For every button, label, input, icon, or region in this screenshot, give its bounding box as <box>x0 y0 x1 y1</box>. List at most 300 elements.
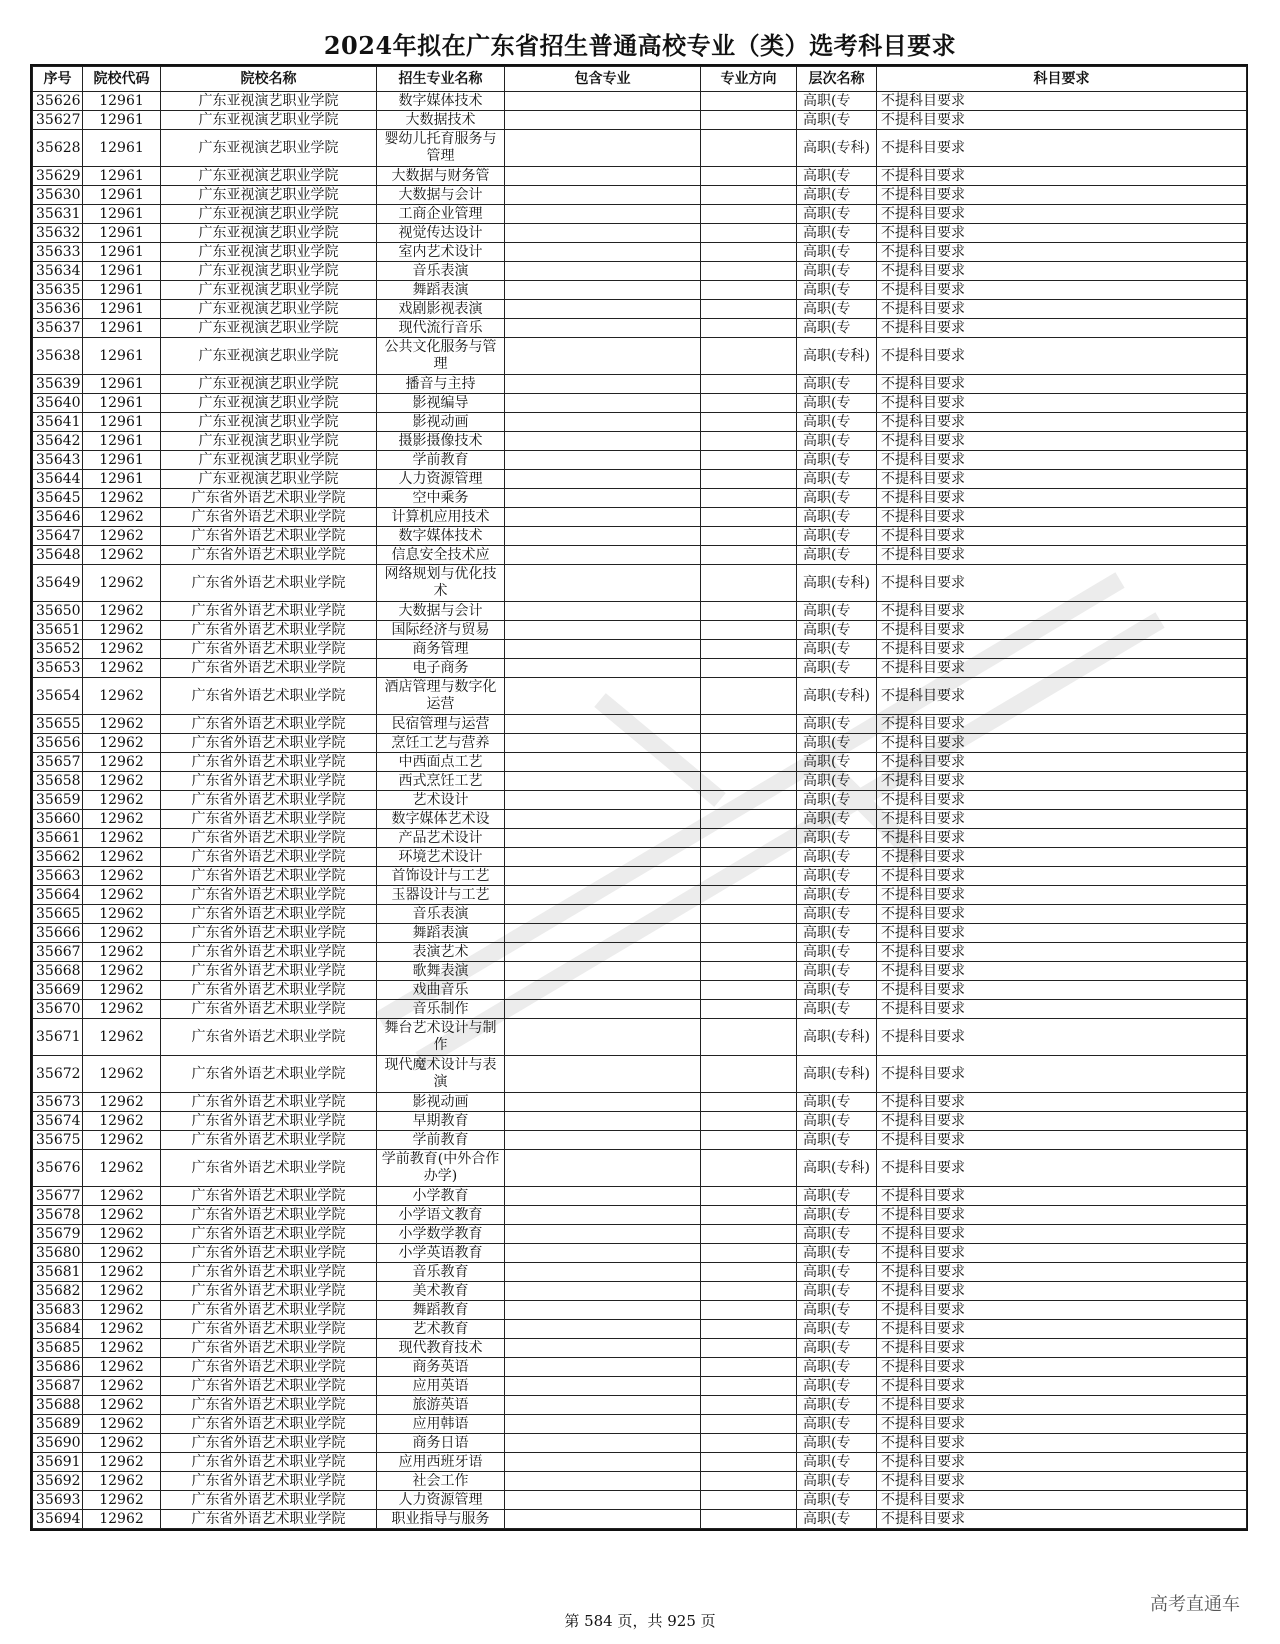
cell-school-name: 广东省外语艺术职业学院 <box>161 1453 377 1472</box>
cell-major-name: 公共文化服务与管理 <box>377 338 505 375</box>
table-row <box>33 1472 1247 1491</box>
cell-subject-requirement: 不提科目要求 <box>877 962 1247 981</box>
cell-no: 35667 <box>33 943 83 962</box>
cell-level: 高职(专 <box>797 1453 877 1472</box>
cell-school-name: 广东省外语艺术职业学院 <box>161 1263 377 1282</box>
cell-included-majors <box>505 1358 701 1377</box>
cell-major-name: 大数据与会计 <box>377 186 505 205</box>
cell-major-direction <box>701 300 797 319</box>
cell-school-name: 广东省外语艺术职业学院 <box>161 1434 377 1453</box>
cell-school-name: 广东省外语艺术职业学院 <box>161 1396 377 1415</box>
cell-school-code: 12962 <box>83 886 161 905</box>
cell-major-name: 应用韩语 <box>377 1415 505 1434</box>
cell-subject-requirement: 不提科目要求 <box>877 319 1247 338</box>
cell-major-direction <box>701 1225 797 1244</box>
cell-major-name: 信息安全技术应 <box>377 546 505 565</box>
cell-school-code: 12961 <box>83 338 161 375</box>
table-row <box>33 1019 1247 1056</box>
cell-subject-requirement: 不提科目要求 <box>877 1510 1247 1529</box>
cell-major-direction <box>701 734 797 753</box>
cell-major-name: 摄影摄像技术 <box>377 432 505 451</box>
cell-school-code: 12962 <box>83 1491 161 1510</box>
cell-school-code: 12962 <box>83 1453 161 1472</box>
cell-major-name: 音乐教育 <box>377 1263 505 1282</box>
cell-no: 35655 <box>33 715 83 734</box>
cell-subject-requirement: 不提科目要求 <box>877 130 1247 167</box>
table-row <box>33 262 1247 281</box>
cell-level: 高职(专 <box>797 319 877 338</box>
cell-level: 高职(专 <box>797 1244 877 1263</box>
cell-major-name: 戏曲音乐 <box>377 981 505 1000</box>
cell-school-name: 广东省外语艺术职业学院 <box>161 546 377 565</box>
table-row <box>33 300 1247 319</box>
cell-included-majors <box>505 1510 701 1529</box>
cell-major-name: 学前教育 <box>377 1131 505 1150</box>
cell-school-code: 12961 <box>83 281 161 300</box>
cell-major-name: 舞蹈教育 <box>377 1301 505 1320</box>
cell-school-code: 12961 <box>83 300 161 319</box>
cell-level: 高职(专 <box>797 772 877 791</box>
cell-included-majors <box>505 432 701 451</box>
cell-included-majors <box>505 508 701 527</box>
cell-school-name: 广东省外语艺术职业学院 <box>161 1056 377 1093</box>
cell-subject-requirement: 不提科目要求 <box>877 1415 1247 1434</box>
cell-level: 高职(专科) <box>797 130 877 167</box>
cell-no: 35672 <box>33 1056 83 1093</box>
cell-school-code: 12962 <box>83 659 161 678</box>
cell-school-name: 广东省外语艺术职业学院 <box>161 905 377 924</box>
cell-major-name: 美术教育 <box>377 1282 505 1301</box>
cell-school-code: 12962 <box>83 943 161 962</box>
cell-major-name: 商务管理 <box>377 640 505 659</box>
cell-school-name: 广东省外语艺术职业学院 <box>161 1244 377 1263</box>
cell-major-direction <box>701 338 797 375</box>
cell-included-majors <box>505 224 701 243</box>
cell-no: 35674 <box>33 1112 83 1131</box>
cell-school-name: 广东省外语艺术职业学院 <box>161 1320 377 1339</box>
cell-subject-requirement: 不提科目要求 <box>877 621 1247 640</box>
cell-no: 35673 <box>33 1093 83 1112</box>
cell-included-majors <box>505 451 701 470</box>
cell-level: 高职(专科) <box>797 1019 877 1056</box>
cell-major-direction <box>701 1000 797 1019</box>
cell-no: 35684 <box>33 1320 83 1339</box>
cell-level: 高职(专 <box>797 243 877 262</box>
cell-school-code: 12962 <box>83 1339 161 1358</box>
cell-subject-requirement: 不提科目要求 <box>877 791 1247 810</box>
cell-school-name: 广东省外语艺术职业学院 <box>161 753 377 772</box>
cell-no: 35677 <box>33 1187 83 1206</box>
cell-no: 35652 <box>33 640 83 659</box>
cell-major-name: 酒店管理与数字化运营 <box>377 678 505 715</box>
cell-major-direction <box>701 715 797 734</box>
cell-subject-requirement: 不提科目要求 <box>877 886 1247 905</box>
cell-level: 高职(专 <box>797 224 877 243</box>
cell-included-majors <box>505 1434 701 1453</box>
cell-level: 高职(专 <box>797 527 877 546</box>
cell-major-direction <box>701 943 797 962</box>
cell-level: 高职(专 <box>797 111 877 130</box>
cell-major-name: 艺术设计 <box>377 791 505 810</box>
cell-no: 35688 <box>33 1396 83 1415</box>
cell-level: 高职(专 <box>797 394 877 413</box>
cell-included-majors <box>505 1131 701 1150</box>
cell-school-code: 12962 <box>83 1150 161 1187</box>
cell-major-direction <box>701 772 797 791</box>
cell-major-direction <box>701 92 797 111</box>
cell-school-name: 广东省外语艺术职业学院 <box>161 734 377 753</box>
cell-major-direction <box>701 1472 797 1491</box>
cell-major-name: 人力资源管理 <box>377 1491 505 1510</box>
cell-no: 35651 <box>33 621 83 640</box>
cell-school-code: 12962 <box>83 546 161 565</box>
table-row <box>33 1339 1247 1358</box>
cell-school-code: 12962 <box>83 791 161 810</box>
cell-major-name: 职业指导与服务 <box>377 1510 505 1529</box>
table-row <box>33 432 1247 451</box>
cell-school-code: 12961 <box>83 205 161 224</box>
cell-school-name: 广东亚视演艺职业学院 <box>161 281 377 300</box>
cell-level: 高职(专 <box>797 753 877 772</box>
cell-included-majors <box>505 1225 701 1244</box>
cell-school-name: 广东省外语艺术职业学院 <box>161 621 377 640</box>
cell-major-direction <box>701 527 797 546</box>
cell-major-name: 商务日语 <box>377 1434 505 1453</box>
cell-no: 35648 <box>33 546 83 565</box>
cell-major-direction <box>701 565 797 602</box>
cell-major-direction <box>701 262 797 281</box>
cell-school-code: 12962 <box>83 527 161 546</box>
cell-school-code: 12961 <box>83 394 161 413</box>
table-row <box>33 678 1247 715</box>
page-number: 第 584 页，共 925 页 <box>564 1612 716 1630</box>
cell-major-name: 视觉传达设计 <box>377 224 505 243</box>
cell-no: 35681 <box>33 1263 83 1282</box>
cell-level: 高职(专科) <box>797 565 877 602</box>
cell-included-majors <box>505 167 701 186</box>
cell-school-code: 12962 <box>83 1358 161 1377</box>
cell-school-code: 12962 <box>83 905 161 924</box>
cell-school-code: 12962 <box>83 981 161 1000</box>
cell-major-name: 表演艺术 <box>377 943 505 962</box>
cell-school-code: 12962 <box>83 1000 161 1019</box>
cell-major-direction <box>701 489 797 508</box>
cell-subject-requirement: 不提科目要求 <box>877 338 1247 375</box>
cell-no: 35678 <box>33 1206 83 1225</box>
cell-no: 35657 <box>33 753 83 772</box>
cell-school-code: 12962 <box>83 508 161 527</box>
table-row <box>33 92 1247 111</box>
cell-school-name: 广东省外语艺术职业学院 <box>161 1225 377 1244</box>
cell-no: 35644 <box>33 470 83 489</box>
cell-school-name: 广东省外语艺术职业学院 <box>161 1510 377 1529</box>
cell-subject-requirement: 不提科目要求 <box>877 224 1247 243</box>
cell-no: 35647 <box>33 527 83 546</box>
cell-major-direction <box>701 1056 797 1093</box>
cell-school-code: 12962 <box>83 1225 161 1244</box>
cell-school-name: 广东省外语艺术职业学院 <box>161 1472 377 1491</box>
cell-subject-requirement: 不提科目要求 <box>877 659 1247 678</box>
cell-included-majors <box>505 470 701 489</box>
cell-major-name: 舞台艺术设计与制作 <box>377 1019 505 1056</box>
cell-school-code: 12962 <box>83 1510 161 1529</box>
cell-no: 35641 <box>33 413 83 432</box>
cell-major-direction <box>701 1019 797 1056</box>
cell-included-majors <box>505 394 701 413</box>
cell-school-code: 12962 <box>83 1187 161 1206</box>
cell-school-name: 广东省外语艺术职业学院 <box>161 1491 377 1510</box>
cell-subject-requirement: 不提科目要求 <box>877 186 1247 205</box>
table-row <box>33 715 1247 734</box>
cell-level: 高职(专 <box>797 92 877 111</box>
cell-no: 35685 <box>33 1339 83 1358</box>
cell-major-direction <box>701 394 797 413</box>
cell-school-name: 广东省外语艺术职业学院 <box>161 962 377 981</box>
cell-school-code: 12961 <box>83 451 161 470</box>
cell-included-majors <box>505 92 701 111</box>
cell-school-name: 广东亚视演艺职业学院 <box>161 432 377 451</box>
cell-level: 高职(专 <box>797 1358 877 1377</box>
cell-major-name: 学前教育(中外合作办学) <box>377 1150 505 1187</box>
cell-school-code: 12962 <box>83 1206 161 1225</box>
cell-school-name: 广东省外语艺术职业学院 <box>161 1358 377 1377</box>
cell-major-direction <box>701 186 797 205</box>
cell-included-majors <box>505 111 701 130</box>
header-school-code: 院校代码 <box>83 67 161 92</box>
cell-school-name: 广东省外语艺术职业学院 <box>161 829 377 848</box>
cell-subject-requirement: 不提科目要求 <box>877 375 1247 394</box>
cell-subject-requirement: 不提科目要求 <box>877 1093 1247 1112</box>
table-row <box>33 734 1247 753</box>
cell-level: 高职(专 <box>797 205 877 224</box>
cell-included-majors <box>505 640 701 659</box>
cell-major-name: 商务英语 <box>377 1358 505 1377</box>
cell-major-name: 应用西班牙语 <box>377 1453 505 1472</box>
cell-major-direction <box>701 1377 797 1396</box>
table-row <box>33 1263 1247 1282</box>
cell-level: 高职(专 <box>797 470 877 489</box>
cell-level: 高职(专 <box>797 186 877 205</box>
cell-major-direction <box>701 281 797 300</box>
cell-school-code: 12962 <box>83 621 161 640</box>
cell-school-code: 12961 <box>83 243 161 262</box>
cell-level: 高职(专 <box>797 1282 877 1301</box>
cell-school-name: 广东亚视演艺职业学院 <box>161 300 377 319</box>
cell-level: 高职(专 <box>797 602 877 621</box>
cell-subject-requirement: 不提科目要求 <box>877 300 1247 319</box>
cell-major-direction <box>701 1510 797 1529</box>
cell-school-name: 广东亚视演艺职业学院 <box>161 130 377 167</box>
cell-major-direction <box>701 1131 797 1150</box>
cell-level: 高职(专 <box>797 886 877 905</box>
cell-school-name: 广东省外语艺术职业学院 <box>161 1415 377 1434</box>
cell-level: 高职(专 <box>797 981 877 1000</box>
cell-school-code: 12962 <box>83 810 161 829</box>
cell-major-name: 学前教育 <box>377 451 505 470</box>
cell-included-majors <box>505 262 701 281</box>
cell-major-name: 大数据与财务管 <box>377 167 505 186</box>
table-row <box>33 167 1247 186</box>
cell-included-majors <box>505 602 701 621</box>
cell-school-name: 广东亚视演艺职业学院 <box>161 338 377 375</box>
cell-no: 35692 <box>33 1472 83 1491</box>
cell-level: 高职(专 <box>797 905 877 924</box>
cell-major-name: 工商企业管理 <box>377 205 505 224</box>
cell-no: 35694 <box>33 1510 83 1529</box>
cell-included-majors <box>505 867 701 886</box>
cell-no: 35638 <box>33 338 83 375</box>
cell-school-code: 12961 <box>83 413 161 432</box>
cell-major-direction <box>701 621 797 640</box>
cell-school-code: 12962 <box>83 1093 161 1112</box>
cell-included-majors <box>505 734 701 753</box>
cell-subject-requirement: 不提科目要求 <box>877 1112 1247 1131</box>
cell-included-majors <box>505 527 701 546</box>
cell-no: 35630 <box>33 186 83 205</box>
cell-school-name: 广东省外语艺术职业学院 <box>161 1301 377 1320</box>
cell-major-direction <box>701 1112 797 1131</box>
table-row <box>33 1150 1247 1187</box>
cell-school-code: 12961 <box>83 186 161 205</box>
table-row <box>33 319 1247 338</box>
cell-included-majors <box>505 1320 701 1339</box>
cell-major-name: 早期教育 <box>377 1112 505 1131</box>
table-row <box>33 1131 1247 1150</box>
cell-level: 高职(专 <box>797 1093 877 1112</box>
cell-school-name: 广东亚视演艺职业学院 <box>161 319 377 338</box>
cell-no: 35664 <box>33 886 83 905</box>
cell-level: 高职(专 <box>797 867 877 886</box>
cell-subject-requirement: 不提科目要求 <box>877 1472 1247 1491</box>
cell-major-direction <box>701 432 797 451</box>
cell-major-name: 现代流行音乐 <box>377 319 505 338</box>
table-row <box>33 602 1247 621</box>
table-row <box>33 1282 1247 1301</box>
cell-included-majors <box>505 300 701 319</box>
cell-major-name: 舞蹈表演 <box>377 281 505 300</box>
cell-major-direction <box>701 243 797 262</box>
cell-school-name: 广东省外语艺术职业学院 <box>161 527 377 546</box>
subject-requirements-table <box>30 64 1248 1531</box>
cell-no: 35675 <box>33 1131 83 1150</box>
cell-included-majors <box>505 1019 701 1056</box>
cell-school-name: 广东亚视演艺职业学院 <box>161 205 377 224</box>
cell-school-code: 12961 <box>83 111 161 130</box>
cell-level: 高职(专 <box>797 546 877 565</box>
cell-subject-requirement: 不提科目要求 <box>877 262 1247 281</box>
cell-included-majors <box>505 1112 701 1131</box>
cell-included-majors <box>505 1453 701 1472</box>
cell-major-name: 音乐制作 <box>377 1000 505 1019</box>
cell-subject-requirement: 不提科目要求 <box>877 715 1247 734</box>
cell-major-name: 旅游英语 <box>377 1396 505 1415</box>
table-row <box>33 1206 1247 1225</box>
cell-included-majors <box>505 772 701 791</box>
table-row <box>33 489 1247 508</box>
table-row <box>33 1225 1247 1244</box>
cell-included-majors <box>505 1415 701 1434</box>
table-row <box>33 943 1247 962</box>
cell-no: 35642 <box>33 432 83 451</box>
cell-school-code: 12962 <box>83 1301 161 1320</box>
table-row <box>33 1301 1247 1320</box>
cell-major-name: 数字媒体艺术设 <box>377 810 505 829</box>
cell-included-majors <box>505 1056 701 1093</box>
cell-school-code: 12962 <box>83 962 161 981</box>
cell-included-majors <box>505 186 701 205</box>
cell-level: 高职(专 <box>797 659 877 678</box>
cell-school-code: 12962 <box>83 1472 161 1491</box>
cell-subject-requirement: 不提科目要求 <box>877 111 1247 130</box>
cell-major-name: 环境艺术设计 <box>377 848 505 867</box>
cell-major-name: 人力资源管理 <box>377 470 505 489</box>
cell-school-code: 12962 <box>83 1396 161 1415</box>
cell-subject-requirement: 不提科目要求 <box>877 772 1247 791</box>
cell-level: 高职(专 <box>797 1112 877 1131</box>
cell-level: 高职(专科) <box>797 678 877 715</box>
cell-included-majors <box>505 791 701 810</box>
cell-included-majors <box>505 1377 701 1396</box>
cell-school-code: 12962 <box>83 1282 161 1301</box>
cell-major-name: 影视编导 <box>377 394 505 413</box>
cell-subject-requirement: 不提科目要求 <box>877 640 1247 659</box>
cell-school-name: 广东省外语艺术职业学院 <box>161 1112 377 1131</box>
table-row <box>33 375 1247 394</box>
cell-included-majors <box>505 1187 701 1206</box>
table-row <box>33 1453 1247 1472</box>
cell-subject-requirement: 不提科目要求 <box>877 1206 1247 1225</box>
cell-included-majors <box>505 243 701 262</box>
cell-major-direction <box>701 224 797 243</box>
cell-major-name: 西式烹饪工艺 <box>377 772 505 791</box>
cell-major-direction <box>701 962 797 981</box>
table-row <box>33 224 1247 243</box>
cell-no: 35656 <box>33 734 83 753</box>
cell-no: 35627 <box>33 111 83 130</box>
cell-no: 35670 <box>33 1000 83 1019</box>
cell-major-direction <box>701 1339 797 1358</box>
table-row <box>33 130 1247 167</box>
cell-no: 35654 <box>33 678 83 715</box>
cell-major-name: 音乐表演 <box>377 262 505 281</box>
cell-major-name: 影视动画 <box>377 413 505 432</box>
cell-school-name: 广东省外语艺术职业学院 <box>161 508 377 527</box>
cell-level: 高职(专科) <box>797 1150 877 1187</box>
cell-subject-requirement: 不提科目要求 <box>877 394 1247 413</box>
cell-no: 35679 <box>33 1225 83 1244</box>
cell-no: 35639 <box>33 375 83 394</box>
cell-no: 35689 <box>33 1415 83 1434</box>
cell-subject-requirement: 不提科目要求 <box>877 1056 1247 1093</box>
cell-major-direction <box>701 413 797 432</box>
cell-level: 高职(专 <box>797 1472 877 1491</box>
cell-school-name: 广东省外语艺术职业学院 <box>161 848 377 867</box>
cell-no: 35691 <box>33 1453 83 1472</box>
cell-included-majors <box>505 1472 701 1491</box>
cell-subject-requirement: 不提科目要求 <box>877 1187 1247 1206</box>
table-header-row <box>33 67 1247 92</box>
cell-major-direction <box>701 791 797 810</box>
cell-school-name: 广东亚视演艺职业学院 <box>161 413 377 432</box>
cell-included-majors <box>505 753 701 772</box>
cell-level: 高职(专 <box>797 791 877 810</box>
cell-subject-requirement: 不提科目要求 <box>877 1491 1247 1510</box>
cell-no: 35662 <box>33 848 83 867</box>
cell-school-name: 广东亚视演艺职业学院 <box>161 167 377 186</box>
cell-major-direction <box>701 1453 797 1472</box>
cell-level: 高职(专 <box>797 1225 877 1244</box>
cell-level: 高职(专 <box>797 1339 877 1358</box>
